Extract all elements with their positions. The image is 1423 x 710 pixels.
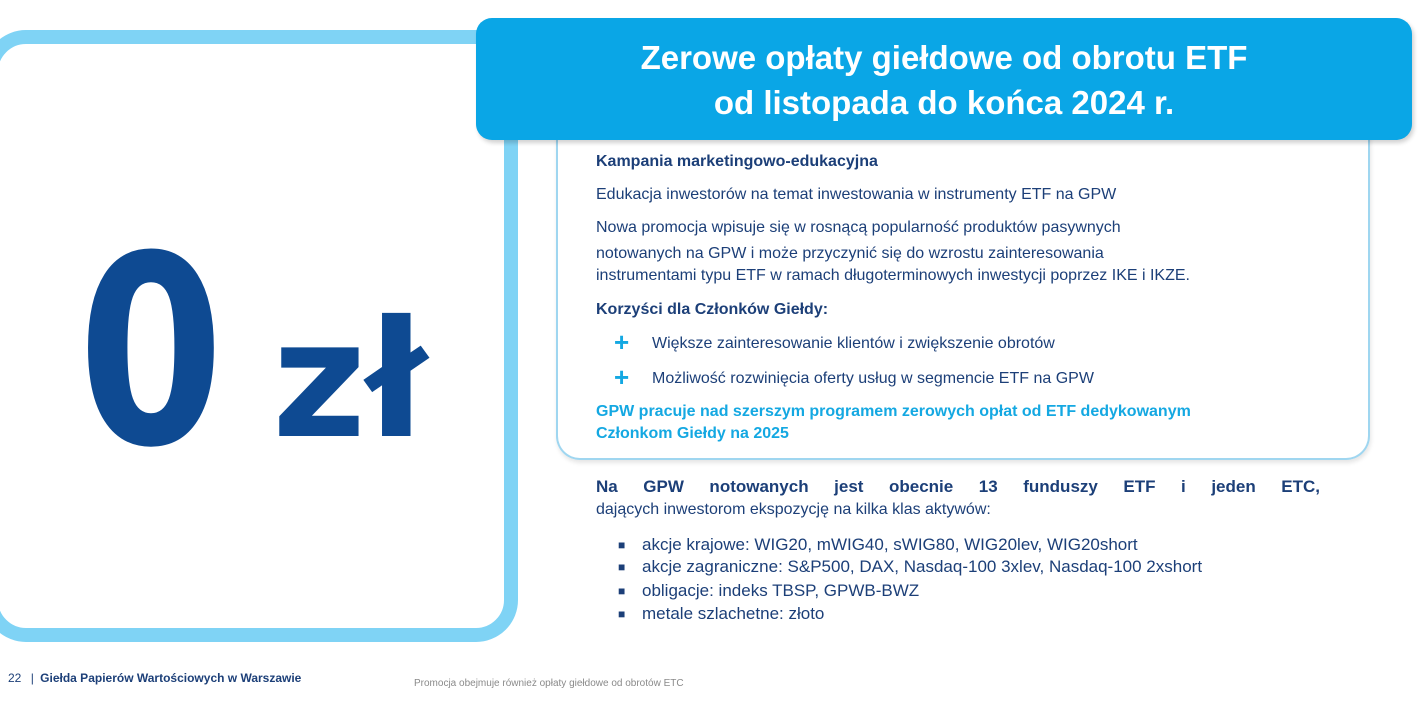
asset-class-1: akcje krajowe: WIG20, mWIG40, sWIG80, WIG20lev, WIG20short [642,535,1138,554]
title-banner [476,18,1412,140]
plus-icon: + [614,362,630,392]
bullet-icon: ■ [618,607,626,621]
asset-class-4: metale szlachetne: złoto [642,604,825,623]
footer-note: Promocja obejmuje również opłaty giełdowe od obrotów ETC [414,678,684,689]
bullet-icon: ■ [618,584,626,598]
amount-value: 0 [78,200,221,505]
benefit-item-2: Możliwość rozwinięcia oferty usług w segmencie ETF na GPW [652,370,1094,387]
campaign-paragraph-line-1: Nowa promocja wpisuje się w rosnącą popularność produktów pasywnych [596,219,1121,236]
page-number: 22 [8,671,22,685]
footer-separator: | [30,671,34,685]
benefit-item-1: Większe zainteresowanie klientów i zwiększenie obrotów [652,335,1055,352]
summary-normal-line: dających inwestorom ekspozycję na kilka klas aktywów: [596,501,991,518]
title-line-1: Zerowe opłaty giełdowe od obrotu ETF [640,39,1248,76]
asset-class-2: akcje zagraniczne: S&P500, DAX, Nasdaq-100 3xlev, Nasdaq-100 2xshort [642,557,1203,576]
campaign-paragraph-line-3: instrumentami typu ETF w ramach długoterminowych inwestycji poprzez IKE i IKZE. [596,267,1190,284]
campaign-heading: Kampania marketingowo-edukacyjna [596,153,878,170]
campaign-intro: Edukacja inwestorów na temat inwestowania w instrumenty ETF na GPW [596,186,1117,203]
bullet-icon: ■ [618,538,626,552]
title-line-2: od listopada do końca 2024 r. [713,84,1175,121]
campaign-paragraph-line-2: notowanych na GPW i może przyczynić się do wzrostu zainteresowania [596,245,1104,262]
footer [8,671,301,685]
asset-class-3: obligacje: indeks TBSP, GPWB-BWZ [642,581,920,600]
plus-icon: + [614,327,630,357]
amount-currency: zł [272,287,427,475]
highlight-line-1: GPW pracuje nad szerszym programem zerowych opłat od ETF dedykowanym [596,403,1191,420]
summary-bold-line: Na GPW notowanych jest obecnie 13 funduszy ETF i jeden ETC, [596,477,1320,496]
footer-organization: Giełda Papierów Wartościowych w Warszawie [40,671,302,685]
highlight-line-2: Członkom Giełdy na 2025 [596,425,789,442]
bullet-icon: ■ [618,560,626,574]
benefits-heading: Korzyści dla Członków Giełdy: [596,301,829,318]
